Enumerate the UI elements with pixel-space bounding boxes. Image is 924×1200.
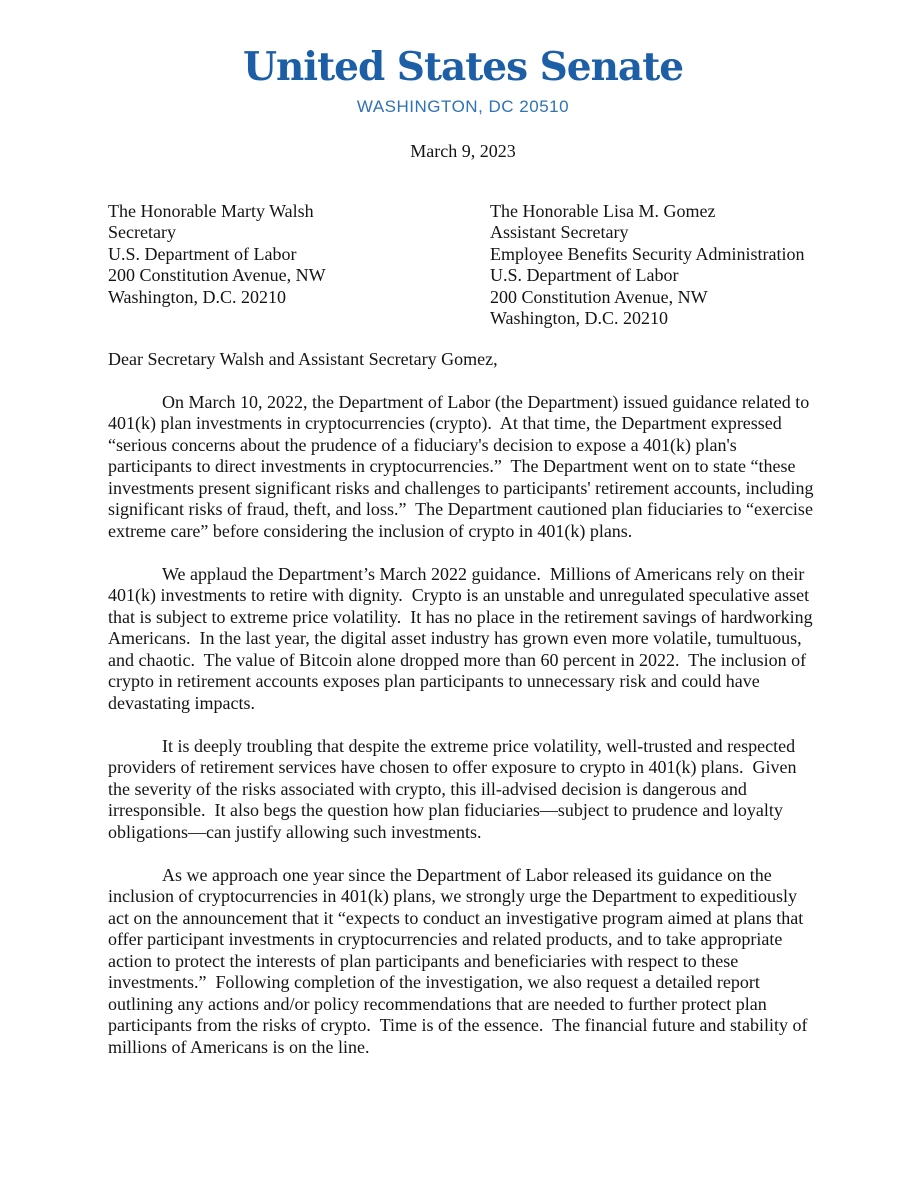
recipient-line: Washington, D.C. 20210: [108, 286, 287, 307]
letterhead-title: United States Senate: [242, 44, 684, 90]
recipient-block-right: [490, 201, 818, 330]
body-paragraph-2: We applaud the Department’s March 2022 guidance. Millions of Americans rely on their 401(k) investments to retire with dignity. Crypto is an unstable and unregulated speculative asset that is subject to extreme price volatility. It has no place in the retirement savings of hardworking Americans. In the last year, the digital asset industry has grown even more volatile, tumultuous, and chaotic. The value of Bitcoin alone dropped more than 60 percent in 2022. The inclusion of crypto in retirement accounts exposes plan participants to unnecessary risk and could have devastating impacts.: [108, 563, 817, 713]
body-paragraph-3: It is deeply troubling that despite the extreme price volatility, well-trusted and respected providers of retirement services have chosen to offer exposure to crypto in 401(k) plans. Given the severity of the risks associated with crypto, this ill-advised decision is dangerous and irresponsible. It also begs the question how plan fiduciaries—subject to prudence and loyalty obligations—can justify allowing such investments.: [108, 735, 801, 842]
recipient-line: Employee Benefits Security Administration: [490, 243, 805, 264]
recipient-line: Assistant Secretary: [490, 222, 629, 242]
letter-date: March 9, 2023: [410, 141, 516, 161]
recipient-line: 200 Constitution Avenue, NW: [108, 265, 326, 285]
recipient-blocks: [108, 201, 818, 330]
body-paragraph-4: As we approach one year since the Department of Labor released its guidance on the inclusion of cryptocurrencies in 401(k) plans, we strongly urge the Department to expeditiously act on the announcement that it “expects to conduct an investigative program aimed at plans that offer participant investments in cryptocurrencies and related products, and to take appropriate action to protect the interests of plan participants and beneficiaries with respect to these investments.” Following completion of the investigation, we also request a detailed report outlining any actions and/or policy recommendations that are needed to further protect plan participants from the risks of crypto. Time is of the essence. The financial future and stability of millions of Americans is on the line.: [108, 864, 813, 1057]
salutation: Dear Secretary Walsh and Assistant Secretary Gomez,: [108, 348, 498, 369]
recipient-line: The Honorable Lisa M. Gomez: [490, 200, 716, 221]
recipient-line: The Honorable Marty Walsh: [108, 200, 314, 221]
recipient-line: U.S. Department of Labor: [108, 243, 297, 264]
recipient-line: Secretary: [108, 222, 176, 242]
recipient-line: U.S. Department of Labor: [490, 265, 679, 285]
letterhead: [108, 46, 818, 116]
recipient-line: Washington, D.C. 20210: [490, 308, 669, 328]
recipient-block-left: [108, 201, 490, 330]
recipient-line: 200 Constitution Avenue, NW: [490, 286, 708, 307]
body-paragraph-1: On March 10, 2022, the Department of Labor (the Department) issued guidance related to 401(k) plan investments in cryptocurrencies (crypto). At that time, the Department expressed “serious concerns about the prudence of a fiduciary's decision to expose a 401(k) plan's participants to direct investments in cryptocurrencies.” The Department went on to state “these investments present significant risks and challenges to participants' retirement accounts, including significant risks of fraud, theft, and loss.” The Department cautioned plan fiduciaries to “exercise extreme care” before considering the inclusion of crypto in 401(k) plans.: [108, 391, 819, 541]
letterhead-address: WASHINGTON, DC 20510: [356, 97, 570, 116]
